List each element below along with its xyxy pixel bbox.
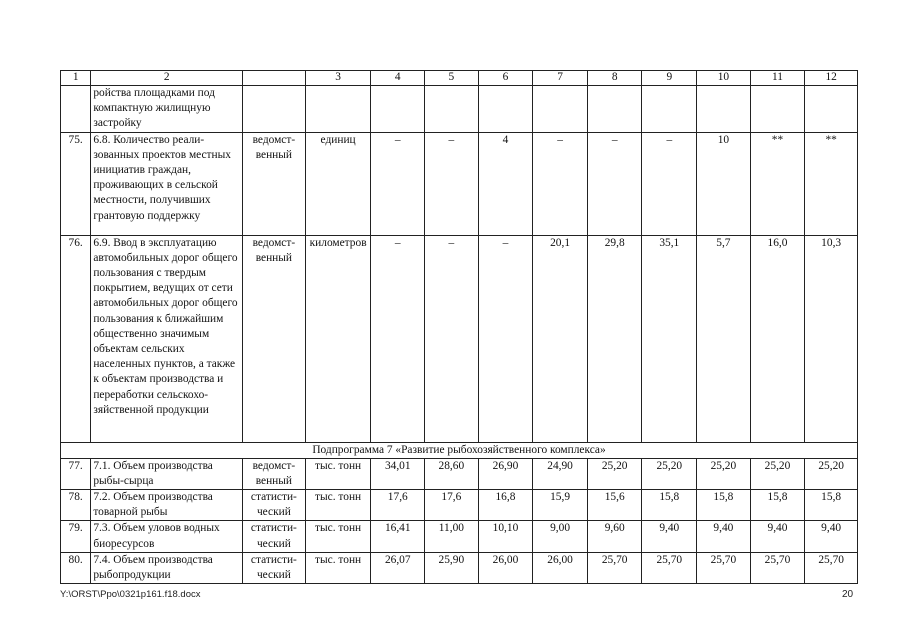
value-cell: 15,6 xyxy=(587,490,642,521)
header-cell: 1 xyxy=(61,71,91,86)
value-cell: 16,8 xyxy=(478,490,533,521)
page-number: 20 xyxy=(842,589,854,600)
subprogram-row xyxy=(61,442,858,458)
table-row xyxy=(61,86,858,133)
value-cell: 17,6 xyxy=(371,490,425,521)
indicator-name: 7.2. Объем производства товарной рыбы xyxy=(91,490,243,521)
header-cell: 9 xyxy=(642,71,697,86)
value-cell: 26,00 xyxy=(478,552,533,583)
value-cell: 28,60 xyxy=(425,458,479,489)
indicators-table xyxy=(60,70,858,584)
value-cell: – xyxy=(371,235,425,442)
unit: единиц xyxy=(305,132,371,235)
value-cell: 24,90 xyxy=(533,458,588,489)
value-cell: ** xyxy=(805,132,858,235)
value-cell: 9,40 xyxy=(642,521,697,552)
value-cell: 10 xyxy=(697,132,751,235)
row-number: 76. xyxy=(61,235,91,442)
indicator-name: 7.3. Объем уловов водных биоресурсов xyxy=(91,521,243,552)
header-cell xyxy=(243,71,306,86)
row-number xyxy=(61,86,91,133)
value-cell: 15,8 xyxy=(697,490,751,521)
header-cell: 7 xyxy=(533,71,588,86)
row-number: 79. xyxy=(61,521,91,552)
file-path: Y:\ORST\Ppo\0321p161.f18.docx xyxy=(60,589,201,600)
value-cell: ** xyxy=(750,132,805,235)
header-cell: 12 xyxy=(805,71,858,86)
header-cell: 2 xyxy=(91,71,243,86)
header-cell: 3 xyxy=(305,71,371,86)
header-cell: 11 xyxy=(750,71,805,86)
value-cell: 16,0 xyxy=(750,235,805,442)
unit: тыс. тонн xyxy=(305,490,371,521)
value-cell: 26,07 xyxy=(371,552,425,583)
table-row xyxy=(61,132,858,235)
value-cell: – xyxy=(371,132,425,235)
header-cell: 10 xyxy=(697,71,751,86)
value-cell: 5,7 xyxy=(697,235,751,442)
value-cell: 10,10 xyxy=(478,521,533,552)
value-cell: 25,20 xyxy=(697,458,751,489)
data-source: статистический xyxy=(243,490,306,521)
value-cell: 16,41 xyxy=(371,521,425,552)
table-row xyxy=(61,552,858,583)
value-cell: – xyxy=(478,235,533,442)
value-cell: 20,1 xyxy=(533,235,588,442)
table-row xyxy=(61,458,858,489)
value-cell: 25,70 xyxy=(805,552,858,583)
value-cell: – xyxy=(642,132,697,235)
value-cell: 11,00 xyxy=(425,521,479,552)
indicator-name: 6.9. Ввод в эксплуатацию автомобильных дорог общего пользования с твердым покрытием, ведущих от сети автомобильных дорог общего пользования к ближайшим общественно значимым объектам сельских населенных пунктов, а также к объектам производства и переработки сельскохозяйственной продукции xyxy=(91,235,243,442)
column-number-row xyxy=(61,71,858,86)
value-cell: 25,20 xyxy=(750,458,805,489)
value-cell: 34,01 xyxy=(371,458,425,489)
value-cell: 15,8 xyxy=(805,490,858,521)
value-cell: 15,8 xyxy=(642,490,697,521)
row-number: 75. xyxy=(61,132,91,235)
value-cell: 9,40 xyxy=(805,521,858,552)
value-cell: – xyxy=(425,235,479,442)
value-cell: 9,40 xyxy=(697,521,751,552)
value-cell: 15,8 xyxy=(750,490,805,521)
row-number: 77. xyxy=(61,458,91,489)
value-cell: 10,3 xyxy=(805,235,858,442)
subprogram-title: Подпрограмма 7 «Развитие рыбохозяйственного комплекса» xyxy=(61,442,858,458)
header-cell: 8 xyxy=(587,71,642,86)
value-cell: 9,40 xyxy=(750,521,805,552)
value-cell: 35,1 xyxy=(642,235,697,442)
value-cell: 15,9 xyxy=(533,490,588,521)
row-number: 78. xyxy=(61,490,91,521)
row-number: 80. xyxy=(61,552,91,583)
indicator-name: 7.1. Объем производства рыбы-сырца xyxy=(91,458,243,489)
value-cell: 17,6 xyxy=(425,490,479,521)
value-cell: 25,70 xyxy=(697,552,751,583)
value-cell: 25,20 xyxy=(587,458,642,489)
data-source: ведомственный xyxy=(243,458,306,489)
value-cell: 25,70 xyxy=(750,552,805,583)
value-cell: 29,8 xyxy=(587,235,642,442)
value-cell: – xyxy=(587,132,642,235)
table-row xyxy=(61,490,858,521)
table-row xyxy=(61,521,858,552)
header-cell: 4 xyxy=(371,71,425,86)
header-cell: 5 xyxy=(425,71,479,86)
data-source: статистический xyxy=(243,552,306,583)
value-cell: 25,20 xyxy=(805,458,858,489)
value-cell: – xyxy=(425,132,479,235)
data-source: ведомственный xyxy=(243,132,306,235)
value-cell: – xyxy=(533,132,588,235)
value-cell: 25,70 xyxy=(642,552,697,583)
header-cell: 6 xyxy=(478,71,533,86)
value-cell: 26,00 xyxy=(533,552,588,583)
value-cell: 25,20 xyxy=(642,458,697,489)
table-row xyxy=(61,235,858,442)
value-cell: 25,70 xyxy=(587,552,642,583)
unit: километров xyxy=(305,235,371,442)
value-cell: 4 xyxy=(478,132,533,235)
indicator-name: ройства площадками под компактную жилищную застройку xyxy=(91,86,243,133)
unit: тыс. тонн xyxy=(305,521,371,552)
value-cell: 9,60 xyxy=(587,521,642,552)
indicator-name: 7.4. Объем производства рыбопродукции xyxy=(91,552,243,583)
value-cell: 9,00 xyxy=(533,521,588,552)
indicator-name: 6.8. Количество реализованных проектов местных инициатив граждан, проживающих в сельской местности, получивших грантовую поддержку xyxy=(91,132,243,235)
unit: тыс. тонн xyxy=(305,458,371,489)
data-source: статистический xyxy=(243,521,306,552)
unit: тыс. тонн xyxy=(305,552,371,583)
data-source: ведомственный xyxy=(243,235,306,442)
value-cell: 26,90 xyxy=(478,458,533,489)
value-cell: 25,90 xyxy=(425,552,479,583)
